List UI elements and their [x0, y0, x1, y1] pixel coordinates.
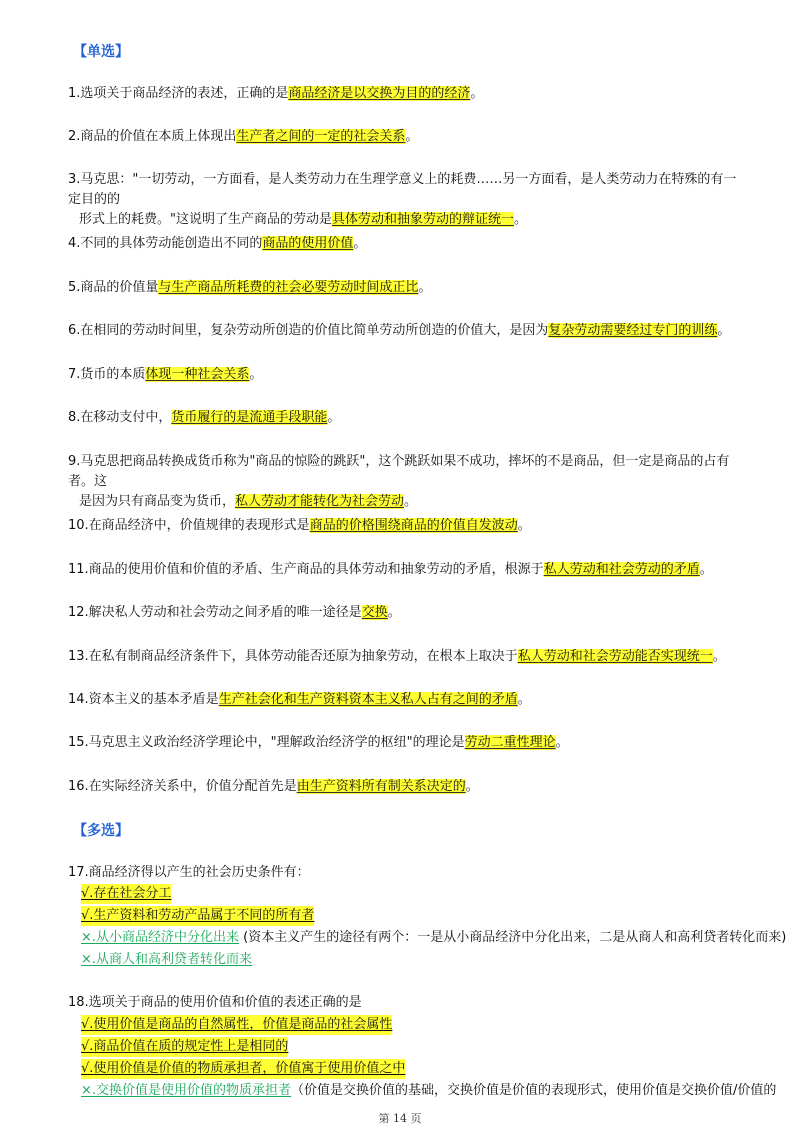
question-3 — [68, 170, 738, 230]
answer-highlight: 交换 — [361, 605, 388, 620]
option-correct — [81, 1059, 405, 1079]
option-correct — [81, 1037, 288, 1057]
option-text: 使用价值是商品的自然属性，价值是商品的社会属性 — [93, 1017, 393, 1032]
answer-highlight: 商品的使用价值 — [262, 236, 354, 251]
explanation-note: （价值是交换价值的基础，交换价值是价值的表现形式，使用价值是交换价值/价值的 — [291, 1083, 777, 1098]
answer-highlight: 生产社会化和生产资料资本主义私人占有之间的矛盾 — [218, 692, 518, 707]
question-text: 8.在移动支付中， — [68, 410, 172, 425]
question-6 — [68, 321, 738, 341]
check-mark: √. — [81, 1017, 94, 1032]
option-correct — [81, 884, 171, 904]
option-text: 从商人和高利贷者转化而来 — [96, 952, 253, 967]
question-2 — [68, 127, 738, 147]
option-text: 存在社会分工 — [93, 886, 172, 901]
section-heading-single-choice: 【单选】 — [73, 44, 129, 60]
punctuation: 。 — [717, 323, 731, 338]
question-text-continued: 是因为只有商品变为货币， — [79, 494, 236, 509]
question-1 — [68, 84, 738, 104]
question-8 — [68, 408, 738, 428]
punctuation: 。 — [387, 605, 401, 620]
section-heading-multiple-choice: 【多选】 — [73, 823, 129, 839]
question-text: 9.马克思把商品转换成货币称为"商品的惊险的跳跃"，这个跳跃如果不成功，摔坏的不是商品，但一定是商品的占有者。这 — [68, 454, 730, 489]
question-text: 1.选项关于商品经济的表述，正确的是 — [68, 86, 289, 101]
punctuation: 。 — [327, 410, 341, 425]
cross-mark: ×. — [81, 1083, 97, 1098]
question-text: 18.选项关于商品的使用价值和价值的表述正确的是 — [68, 995, 362, 1010]
question-text: 14.资本主义的基本矛盾是 — [68, 692, 219, 707]
question-9 — [68, 452, 738, 512]
check-mark: √. — [81, 1039, 94, 1054]
cross-mark: ×. — [81, 930, 97, 945]
punctuation: 。 — [353, 236, 367, 251]
option-text: 从小商品经济中分化出来 — [96, 930, 240, 945]
answer-highlight: 私人劳动和社会劳动能否实现统一 — [517, 649, 713, 664]
question-text-continued: 形式上的耗费。"这说明了生产商品的劳动是 — [79, 212, 332, 227]
question-12 — [68, 603, 738, 623]
answer-highlight: 与生产商品所耗费的社会必要劳动时间成正比 — [158, 280, 419, 295]
punctuation: 。 — [712, 649, 726, 664]
punctuation: 。 — [699, 562, 713, 577]
question-text: 4.不同的具体劳动能创造出不同的 — [68, 236, 263, 251]
punctuation: 。 — [404, 494, 418, 509]
question-text: 3.马克思："一切劳动，一方面看，是人类劳动力在生理学意义上的耗费……另一方面看，是人类劳动力在特殊的有一定目的的 — [68, 172, 737, 207]
check-mark: √. — [81, 908, 94, 923]
question-text: 7.货币的本质 — [68, 367, 146, 382]
question-17 — [68, 863, 738, 883]
answer-highlight: 商品的价格围绕商品的价值自发波动 — [309, 518, 518, 533]
question-15 — [68, 733, 738, 753]
punctuation: 。 — [517, 692, 531, 707]
question-5 — [68, 278, 738, 298]
cross-mark: ×. — [81, 952, 97, 967]
punctuation: 。 — [249, 367, 263, 382]
question-text: 13.在私有制商品经济条件下，具体劳动能否还原为抽象劳动，在根本上取决于 — [68, 649, 518, 664]
question-text: 6.在相同的劳动时间里，复杂劳动所创造的价值比简单劳动所创造的价值大，是因为 — [68, 323, 549, 338]
check-mark: √. — [81, 1061, 94, 1076]
check-mark: √. — [81, 886, 94, 901]
question-18 — [68, 993, 738, 1013]
option-text: 使用价值是价值的物质承担者，价值寓于使用价值之中 — [93, 1061, 406, 1076]
option-incorrect — [81, 950, 252, 970]
option-text: 交换价值是使用价值的物质承担者 — [96, 1083, 292, 1098]
question-text: 15.马克思主义政治经济学理论中，"理解政治经济学的枢纽"的理论是 — [68, 735, 465, 750]
answer-highlight: 生产者之间的一定的社会关系 — [236, 129, 406, 144]
punctuation: 。 — [514, 212, 528, 227]
answer-highlight: 体现一种社会关系 — [145, 367, 250, 382]
page-number: 第 14 页 — [378, 1112, 422, 1125]
question-text: 10.在商品经济中，价值规律的表现形式是 — [68, 518, 310, 533]
question-text: 16.在实际经济关系中，价值分配首先是 — [68, 779, 297, 794]
option-correct — [81, 1015, 392, 1035]
question-text: 17.商品经济得以产生的社会历史条件有： — [68, 865, 310, 880]
question-7 — [68, 365, 738, 385]
punctuation: 。 — [465, 779, 479, 794]
punctuation: 。 — [418, 280, 432, 295]
question-10 — [68, 516, 738, 536]
option-text: 商品价值在质的规定性上是相同的 — [93, 1039, 289, 1054]
answer-highlight: 商品经济是以交换为目的的经济 — [288, 86, 471, 101]
option-text: 生产资料和劳动产品属于不同的所有者 — [93, 908, 315, 923]
option-incorrect — [81, 1081, 776, 1101]
option-correct — [81, 906, 314, 926]
option-incorrect — [81, 928, 786, 948]
punctuation: 。 — [517, 518, 531, 533]
question-text: 5.商品的价值量 — [68, 280, 159, 295]
question-16 — [68, 777, 738, 797]
answer-highlight: 复杂劳动需要经过专门的训练 — [548, 323, 718, 338]
explanation-note: (资本主义产生的途径有两个：一是从小商品经济中分化出来，二是从商人和高利贷者转化而来) — [239, 930, 787, 945]
question-text: 2.商品的价值在本质上体现出 — [68, 129, 237, 144]
question-11 — [68, 560, 738, 580]
question-text: 11.商品的使用价值和价值的矛盾、生产商品的具体劳动和抽象劳动的矛盾，根源于 — [68, 562, 544, 577]
punctuation: 。 — [555, 735, 569, 750]
answer-highlight: 私人劳动和社会劳动的矛盾 — [543, 562, 700, 577]
punctuation: 。 — [405, 129, 419, 144]
answer-highlight: 货币履行的是流通手段职能 — [171, 410, 328, 425]
answer-highlight: 劳动二重性理论 — [464, 735, 556, 750]
answer-highlight: 具体劳动和抽象劳动的辩证统一 — [331, 212, 514, 227]
question-text: 12.解决私人劳动和社会劳动之间矛盾的唯一途径是 — [68, 605, 362, 620]
answer-highlight: 私人劳动才能转化为社会劳动 — [235, 494, 405, 509]
question-4 — [68, 234, 738, 254]
punctuation: 。 — [470, 86, 484, 101]
question-14 — [68, 690, 738, 710]
answer-highlight: 由生产资料所有制关系决定的 — [296, 779, 466, 794]
question-13 — [68, 647, 738, 667]
